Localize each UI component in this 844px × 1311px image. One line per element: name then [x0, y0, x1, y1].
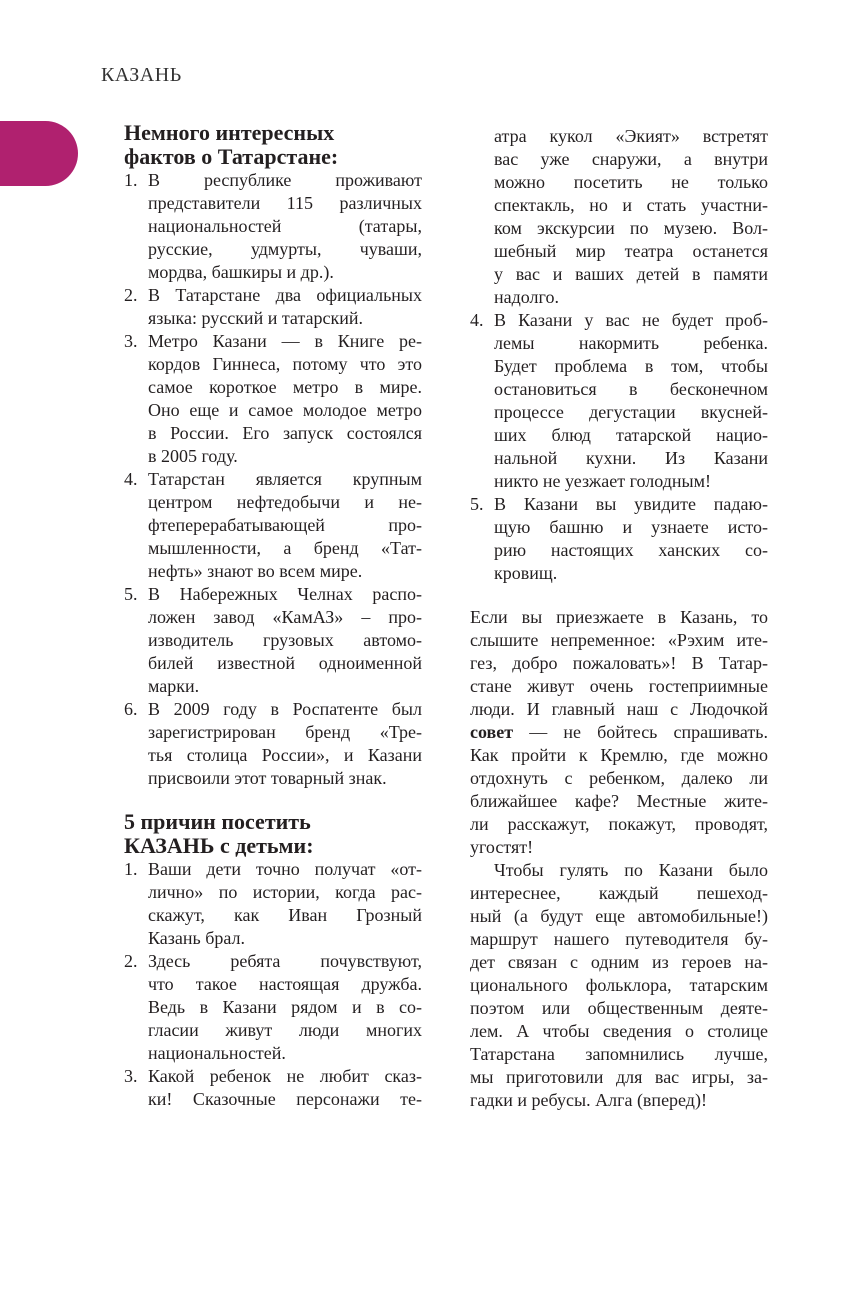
text-line: шебный мир театра останется	[494, 241, 768, 261]
text-line: изводитель грузовых автомо-	[148, 630, 422, 650]
list-number: 3.	[124, 1066, 138, 1086]
list-item	[124, 468, 422, 583]
text-line: лем. А чтобы сведения о столице	[470, 1021, 768, 1041]
text-line: В Казани у вас не будет проб-	[494, 310, 768, 330]
text-line: билей известной одноименной	[148, 653, 422, 673]
text-line: кордов Гиннеса, потому что это	[148, 354, 422, 374]
text-line: Татарстан является крупным	[148, 469, 422, 489]
text-line: лемы накормить ребенка.	[494, 333, 768, 353]
text-line: у вас и ваших детей в памяти	[494, 264, 768, 284]
text-line: Здесь ребята почувствуют,	[148, 951, 422, 971]
list-number: 6.	[124, 699, 138, 719]
text-line: нальной кухни. Из Казани	[494, 448, 768, 468]
text-line: представители 115 различных	[148, 193, 422, 213]
text-line: отдохнуть с ребенком, далеко ли	[470, 768, 768, 788]
list-item	[124, 169, 422, 284]
text-line: Оно еще и самое молодое метро	[148, 400, 422, 420]
text-line: вас уже снаружи, а внутри	[494, 149, 768, 169]
text-line: что такое настоящая дружба.	[148, 974, 422, 994]
text-line: остановиться в бесконечном	[494, 379, 768, 399]
text-line: кровищ.	[494, 563, 558, 583]
right-column	[470, 125, 768, 1112]
text-line: В Татарстане два официальных	[148, 285, 422, 305]
text-line: тья столица России», и Казани	[148, 745, 422, 765]
text-line: процессе дегустации вкусней-	[494, 402, 768, 422]
body-paragraph	[470, 859, 768, 1112]
text-line: зарегистрирован бренд «Тре-	[148, 722, 422, 742]
text-line: центром нефтедобычи и не-	[148, 492, 422, 512]
text-line: ком экскурсии по музею. Вол-	[494, 218, 768, 238]
list-number: 3.	[124, 331, 138, 351]
text-line: языка: русский и татарский.	[148, 308, 364, 328]
text-line: Метро Казани — в Книге ре-	[148, 331, 422, 351]
text-line: ный (а будут еще автомобильные!)	[470, 906, 768, 926]
text-line: Ваши дети точно получат «от-	[148, 859, 422, 879]
list-number: 5.	[470, 494, 484, 514]
text-line: В Набережных Челнах распо-	[148, 584, 422, 604]
text-line: Будет проблема в том, чтобы	[494, 356, 768, 376]
text-line: национальностей (татары,	[148, 216, 422, 236]
list-item	[124, 1065, 422, 1111]
text-line: ложен завод «КамАЗ» – про-	[148, 607, 422, 627]
text-line: интереснее, каждый пешеход-	[470, 883, 768, 903]
reasons-list	[124, 858, 422, 1111]
list-item	[124, 583, 422, 698]
text-line: нефть» знают во всем мире.	[148, 561, 363, 581]
text-line: в России. Его запуск состоялся	[148, 423, 422, 443]
reasons-heading	[124, 810, 422, 858]
list-item	[470, 493, 768, 585]
text-line: Татарстана запомнились лучше,	[470, 1044, 768, 1064]
text-line: Как пройти к Кремлю, где можно	[470, 745, 768, 765]
running-head: КАЗАНЬ	[101, 64, 182, 86]
list-number: 2.	[124, 951, 138, 971]
text-line: надолго.	[494, 287, 559, 307]
text-line: марки.	[148, 676, 200, 696]
body-paragraph	[470, 606, 768, 859]
list-number: 5.	[124, 584, 138, 604]
chapter-tab-marker	[0, 121, 78, 186]
text-line: угостят!	[470, 837, 534, 857]
text-fragment: — не бойтесь спрашивать.	[513, 722, 768, 742]
text-line	[470, 721, 768, 744]
text-line: дет связан с одним из героев на-	[470, 952, 768, 972]
list-item	[124, 330, 422, 468]
heading-line: фактов о Татарстане:	[124, 144, 339, 169]
left-column	[124, 121, 422, 1111]
text-line: ки! Сказочные персонажи те-	[148, 1089, 422, 1109]
text-line: В 2009 году в Роспатенте был	[148, 699, 422, 719]
list-number: 4.	[124, 469, 138, 489]
text-line: ли расскажут, покажут, проводят,	[470, 814, 768, 834]
text-line: Какой ребенок не любит сказ-	[148, 1066, 422, 1086]
text-line: гез, добро пожаловать»! В Татар-	[470, 653, 768, 673]
list-number: 4.	[470, 310, 484, 330]
text-line: ционального фольклора, татарским	[470, 975, 768, 995]
text-line: маршрут нашего путеводителя бу-	[470, 929, 768, 949]
text-line: можно посетить не только	[494, 172, 768, 192]
list-number: 1.	[124, 170, 138, 190]
facts-list	[124, 169, 422, 790]
text-line: Казань брал.	[148, 928, 245, 948]
text-line: самое короткое метро в мире.	[148, 377, 422, 397]
text-line: поэтом или общественным деяте-	[470, 998, 768, 1018]
text-line: никто не уезжает голодным!	[494, 471, 711, 491]
list-number: 1.	[124, 859, 138, 879]
list-item	[124, 284, 422, 330]
heading-line: 5 причин посетить	[124, 809, 311, 834]
list-item	[470, 309, 768, 493]
facts-heading	[124, 121, 422, 169]
bold-term: совет	[470, 722, 514, 742]
text-line: русские, удмурты, чуваши,	[148, 239, 422, 259]
text-line: мы приготовили для вас игры, за-	[470, 1067, 768, 1087]
text-line: ближайшее кафе? Местные жите-	[470, 791, 768, 811]
text-line: ших блюд татарской нацио-	[494, 425, 768, 445]
list-item	[124, 858, 422, 950]
list-item	[124, 698, 422, 790]
list-item	[470, 125, 768, 309]
text-line: щую башню и узнаете исто-	[494, 517, 768, 537]
text-line: спектакль, но и стать участни-	[494, 195, 768, 215]
text-line: мордва, башкиры и др.).	[148, 262, 334, 282]
text-line: гадки и ребусы. Алга (вперед)!	[470, 1090, 707, 1110]
text-line: лично» по истории, когда рас-	[148, 882, 422, 902]
heading-line: КАЗАНЬ с детьми:	[124, 833, 314, 858]
text-line: В Казани вы увидите падаю-	[494, 494, 768, 514]
text-line: слышите непременное: «Рэхим ите-	[470, 630, 768, 650]
text-line: мышленности, а бренд «Тат-	[148, 538, 422, 558]
list-item	[124, 950, 422, 1065]
reasons-list-continued	[470, 125, 768, 585]
text-line: Чтобы гулять по Казани было	[494, 860, 768, 880]
text-line: в 2005 году.	[148, 446, 238, 466]
text-line: гласии живут люди многих	[148, 1020, 422, 1040]
text-line: стане живут очень гостеприимные	[470, 676, 768, 696]
text-line: Ведь в Казани рядом и в со-	[148, 997, 422, 1017]
text-line: фтеперерабатывающей про-	[148, 515, 422, 535]
text-line: присвоили этот товарный знак.	[148, 768, 387, 788]
text-line: люди. И главный наш с Людочкой	[470, 699, 768, 719]
text-line: Если вы приезжаете в Казань, то	[470, 607, 768, 627]
text-line: атра кукол «Экият» встретят	[494, 126, 768, 146]
list-number: 2.	[124, 285, 138, 305]
text-line: В республике проживают	[148, 170, 422, 190]
text-line: скажут, как Иван Грозный	[148, 905, 422, 925]
text-line: рию настоящих ханских со-	[494, 540, 768, 560]
text-line: национальностей.	[148, 1043, 286, 1063]
heading-line: Немного интересных	[124, 120, 335, 145]
